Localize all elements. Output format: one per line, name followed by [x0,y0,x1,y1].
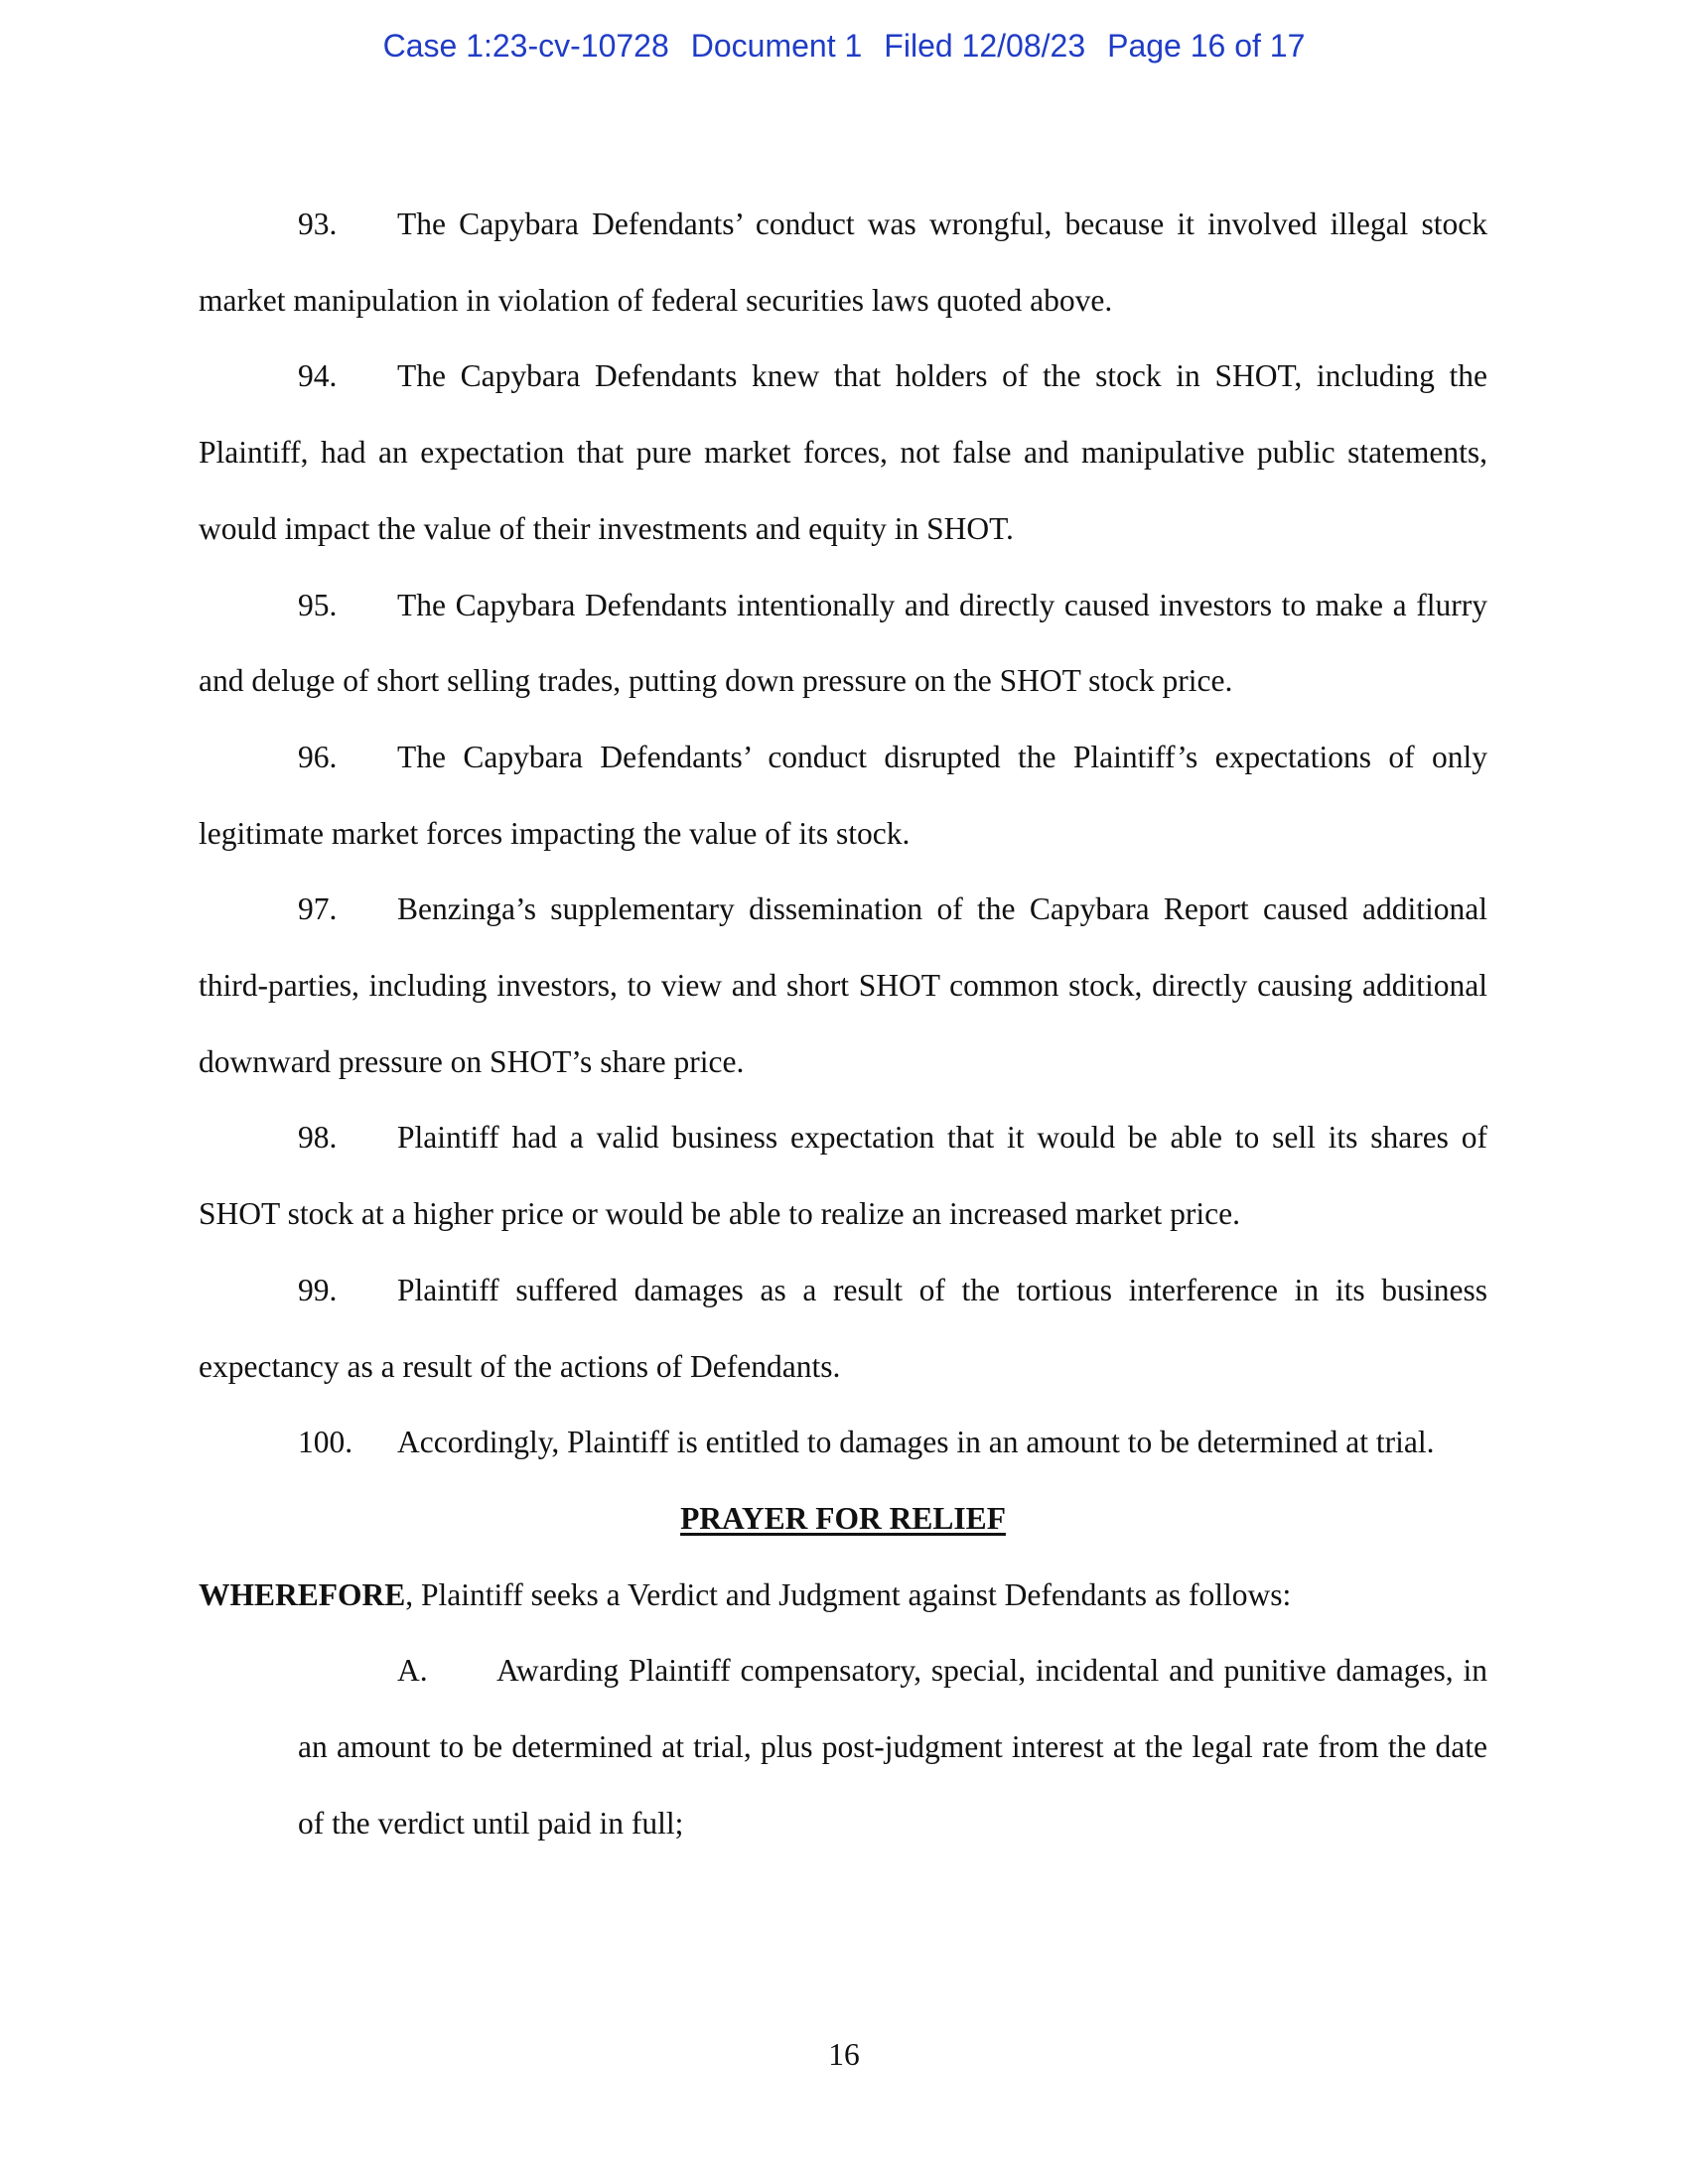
paragraph-95 [199,568,1487,720]
paragraph-100 [199,1405,1487,1481]
paragraph-97 [199,872,1487,1100]
relief-item-a [298,1633,1487,1861]
paragraph-number: 93. [298,206,338,241]
relief-item-text: Awarding Plaintiff compensatory, special, incidental and punitive damages, in an amount to be determined at trial, plus post-judgment interest at the legal rate from the date of the verdict until paid in full; [298,1653,1487,1841]
case-number: Case 1:23-cv-10728 [382,28,669,64]
paragraph-text: Benzinga’s supplementary dissemination of the Capybara Report caused additional third-parties, including investors, to view and short SHOT common stock, directly causing additional downward pressure on SHOT’s share price. [199,891,1487,1079]
paragraph-number: 100. [298,1425,353,1460]
relief-item-letter: A. [397,1653,428,1689]
paragraph-text: Plaintiff had a valid business expectation that it would be able to sell its shares of SHOT stock at a higher price or would be able to realize an increased market price. [199,1120,1487,1232]
paragraph-text: The Capybara Defendants’ conduct was wrongful, because it involved illegal stock market manipulation in violation of federal securities laws quoted above. [199,206,1487,318]
page-number: 16 [828,2037,860,2072]
paragraph-number: 95. [298,587,338,622]
document-body [199,187,1487,1861]
paragraph-98 [199,1100,1487,1252]
paragraph-text: The Capybara Defendants knew that holders of the stock in SHOT, including the Plaintiff, had an expectation that pure market forces, not false and manipulative public statements, would impact the value of their investments and equity in SHOT. [199,358,1487,546]
paragraph-number: 94. [298,358,338,394]
paragraph-93 [199,187,1487,339]
paragraph-99 [199,1253,1487,1405]
wherefore-keyword: WHEREFORE [199,1576,406,1612]
paragraph-96 [199,720,1487,872]
paragraph-number: 96. [298,739,338,774]
document-number: Document 1 [690,28,863,64]
filed-date: Filed 12/08/23 [884,28,1086,64]
prayer-for-relief-heading: PRAYER FOR RELIEF [680,1500,1006,1536]
paragraph-text: Plaintiff suffered damages as a result of the tortious interference in its business expectancy as a result of the actions of Defendants. [199,1272,1487,1384]
case-header [0,28,1688,65]
paragraph-94 [199,339,1487,567]
wherefore-text: , Plaintiff seeks a Verdict and Judgment against Defendants as follows: [405,1576,1292,1612]
paragraph-number: 99. [298,1272,338,1307]
paragraph-number: 98. [298,1120,338,1156]
page-count: Page 16 of 17 [1107,28,1306,64]
paragraph-text: The Capybara Defendants’ conduct disrupted the Plaintiff’s expectations of only legitimate market forces impacting the value of its stock. [199,739,1487,851]
paragraph-text: The Capybara Defendants intentionally and directly caused investors to make a flurry and deluge of short selling trades, putting down pressure on the SHOT stock price. [199,587,1487,699]
wherefore-clause [199,1558,1487,1634]
paragraph-text: Accordingly, Plaintiff is entitled to damages in an amount to be determined at trial. [397,1425,1435,1460]
paragraph-number: 97. [298,891,338,927]
